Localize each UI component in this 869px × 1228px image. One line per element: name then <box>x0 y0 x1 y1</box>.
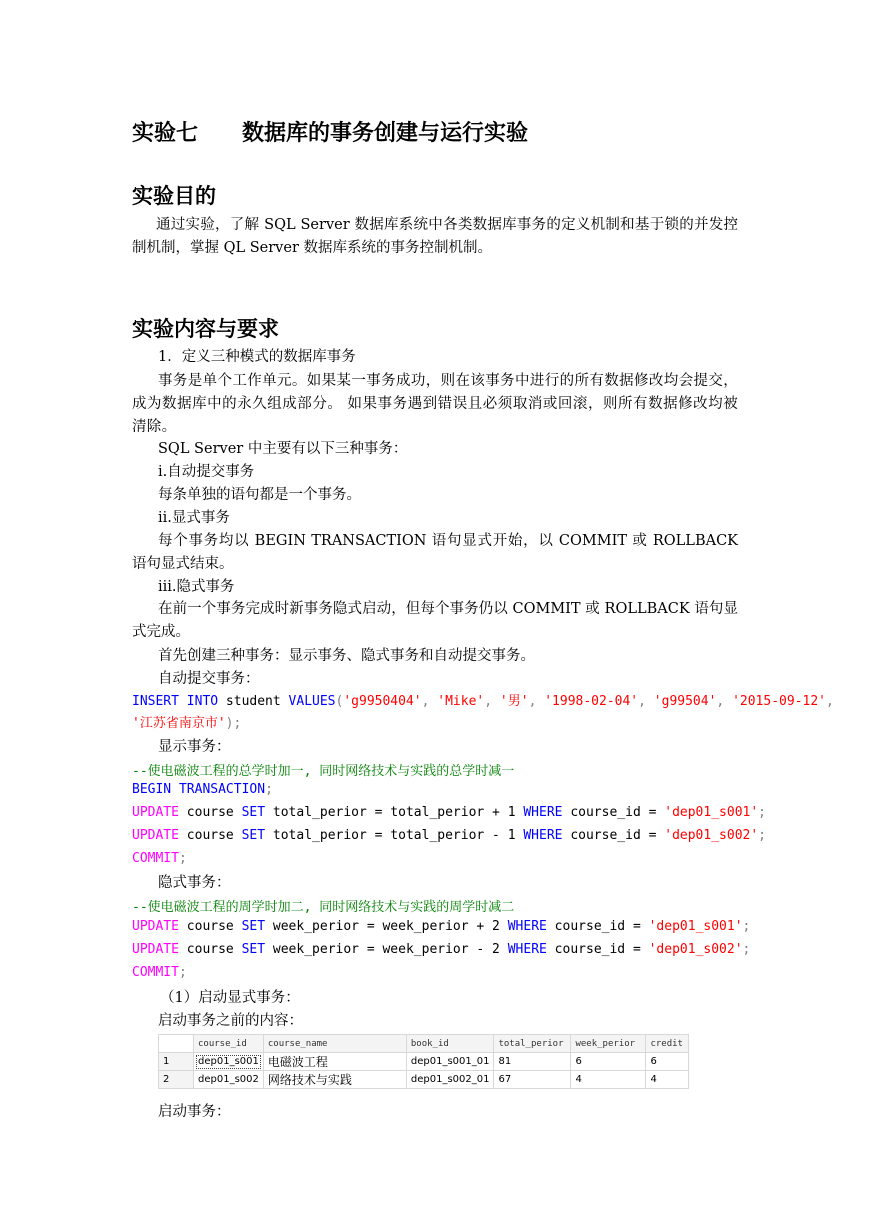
course-id-literal: 'dep01_s002' <box>648 942 743 957</box>
update-line-2 <box>132 828 766 843</box>
paren-close: ); <box>225 716 242 731</box>
insert-statement-line1 <box>132 691 834 713</box>
value-birth: '1998-02-04' <box>544 694 639 709</box>
create-intro: 首先创建三种事务：显示事务、隐式事务和自动提交事务。 <box>158 648 535 664</box>
comma: , <box>484 694 500 709</box>
assignment: total_perior = total_perior + 1 <box>265 805 524 820</box>
set-keyword: SET <box>241 805 266 820</box>
semicolon: ; <box>758 828 766 843</box>
type-1-desc: 每条单独的语句都是一个事务。 <box>158 487 361 503</box>
course-id-literal: 'dep01_s001' <box>664 805 759 820</box>
comma: , <box>716 694 733 709</box>
table-name: course <box>178 805 242 820</box>
assignment: week_perior = week_perior + 2 <box>265 919 508 934</box>
type-1-title: i.自动提交事务 <box>158 464 255 480</box>
type-3-desc: 在前一个事务完成时新事务隐式启动，但每个事务仍以 COMMIT 或 ROLLBACK 语句显式完成。 <box>132 601 738 640</box>
course-id-literal: 'dep01_s001' <box>648 919 743 934</box>
table-name: course <box>178 942 242 957</box>
table-row[interactable] <box>159 1071 689 1089</box>
column-header[interactable]: week_perior <box>571 1035 646 1053</box>
value-class: 'g99504' <box>653 694 717 709</box>
table-cell[interactable]: dep01_s002 <box>194 1071 264 1089</box>
table-row[interactable] <box>159 1053 689 1071</box>
value-name: 'Mike' <box>437 694 485 709</box>
table-cell[interactable]: dep01_s001 <box>194 1053 264 1071</box>
row-number-header <box>159 1035 194 1053</box>
paren: ( <box>335 694 344 709</box>
column-header[interactable]: credit <box>646 1035 689 1053</box>
condition: course_id = <box>562 805 665 820</box>
step-1-title: （1）启动显式事务： <box>160 990 300 1006</box>
table-cell[interactable]: dep01_s002_01 <box>406 1071 494 1089</box>
semicolon: ; <box>178 851 187 866</box>
where-keyword: WHERE <box>507 942 547 957</box>
comment-week-perior: --使电磁波工程的周学时加二, 同时网络技术与实践的周学时减二 <box>132 900 515 915</box>
purpose-paragraph: 通过实验，了解 SQL Server 数据库系统中各类数据库事务的定义机制和基于锁的并发控制机制，掌握 QL Server 数据库系统的事务控制机制。 <box>132 217 738 256</box>
condition: course_id = <box>546 942 649 957</box>
where-keyword: WHERE <box>523 828 563 843</box>
value-sno: 'g9950404' <box>343 694 422 709</box>
column-header[interactable]: course_name <box>263 1035 406 1053</box>
row-number[interactable]: 1 <box>159 1053 194 1071</box>
table-cell[interactable]: 4 <box>646 1071 689 1089</box>
comma: , <box>421 694 438 709</box>
semicolon: ; <box>742 942 751 957</box>
table-cell[interactable]: 电磁波工程 <box>263 1053 406 1071</box>
commit-keyword: COMMIT <box>132 965 179 980</box>
result-grid <box>158 1034 689 1089</box>
update-line-4 <box>132 942 750 957</box>
commit-line-2 <box>132 965 187 980</box>
transaction-definition-paragraph: 事务是单个工作单元。如果某一事务成功，则在该事务中进行的所有数据修改均会提交，成为数据库中的永久组成部分。 如果事务遇到错误且必须取消或回滚，则所有数据修改均被清除。 <box>132 373 738 435</box>
section-heading-purpose: 实验目的 <box>132 184 216 208</box>
comma: , <box>638 694 654 709</box>
where-keyword: WHERE <box>507 919 547 934</box>
set-keyword: SET <box>241 828 266 843</box>
value-sex: '男' <box>499 694 529 709</box>
three-types-intro: SQL Server 中主要有以下三种事务： <box>158 441 408 457</box>
table-name: course <box>178 828 242 843</box>
values-keyword: VALUES <box>288 694 336 709</box>
start-label: 启动事务： <box>158 1104 231 1120</box>
item-1-title: 1．定义三种模式的数据库事务 <box>158 349 356 365</box>
table-cell[interactable]: dep01_s001_01 <box>406 1053 494 1071</box>
insert-table: student <box>218 694 289 709</box>
type-3-title: iii.隐式事务 <box>158 579 235 595</box>
value-enroll: '2015-09-12' <box>732 694 826 709</box>
table-cell[interactable]: 67 <box>494 1071 571 1089</box>
column-header[interactable]: course_id <box>194 1035 264 1053</box>
semicolon: ; <box>742 919 751 934</box>
document-title: 实验七 数据库的事务创建与运行实验 <box>132 121 529 146</box>
column-header[interactable]: book_id <box>406 1035 494 1053</box>
type-2-title: ii.显式事务 <box>158 510 230 526</box>
condition: course_id = <box>546 919 649 934</box>
where-keyword: WHERE <box>523 805 563 820</box>
table-cell[interactable]: 81 <box>494 1053 571 1071</box>
set-keyword: SET <box>241 919 266 934</box>
value-address: '江苏省南京市' <box>132 716 226 731</box>
semicolon: ; <box>265 782 273 797</box>
assignment: total_perior = total_perior - 1 <box>265 828 524 843</box>
course-id-literal: 'dep01_s002' <box>664 828 759 843</box>
section-heading-content: 实验内容与要求 <box>132 317 279 341</box>
semicolon: ; <box>758 805 766 820</box>
commit-keyword: COMMIT <box>132 851 179 866</box>
insert-keyword: INSERT INTO <box>132 694 219 709</box>
table-cell[interactable]: 6 <box>646 1053 689 1071</box>
update-line-3 <box>132 919 750 934</box>
explicit-label: 显示事务： <box>158 739 231 755</box>
comment-total-perior: --使电磁波工程的总学时加一, 同时网络技术与实践的总学时减一 <box>132 764 515 779</box>
insert-statement-line2 <box>132 713 241 735</box>
comma: , <box>528 694 545 709</box>
column-header[interactable]: total_perior <box>494 1035 571 1053</box>
table-name: course <box>178 919 242 934</box>
update-keyword: UPDATE <box>132 942 179 957</box>
update-line-1 <box>132 805 766 820</box>
comma: , <box>826 694 834 709</box>
result-grid-header <box>159 1035 689 1053</box>
table-cell[interactable]: 4 <box>571 1071 646 1089</box>
auto-commit-label: 自动提交事务： <box>158 671 260 687</box>
table-cell[interactable]: 网络技术与实践 <box>263 1071 406 1089</box>
set-keyword: SET <box>241 942 266 957</box>
update-keyword: UPDATE <box>132 919 179 934</box>
begin-transaction-line <box>132 782 273 797</box>
update-keyword: UPDATE <box>132 805 179 820</box>
table-cell[interactable]: 6 <box>571 1053 646 1071</box>
type-2-desc: 每个事务均以 BEGIN TRANSACTION 语句显式开始，以 COMMIT 或 ROLLBACK 语句显式结束。 <box>132 533 738 572</box>
commit-line-1 <box>132 851 187 866</box>
semicolon: ; <box>178 965 187 980</box>
condition: course_id = <box>562 828 665 843</box>
begin-transaction-keyword: BEGIN TRANSACTION <box>132 782 266 797</box>
before-label: 启动事务之前的内容： <box>158 1013 303 1029</box>
assignment: week_perior = week_perior - 2 <box>265 942 508 957</box>
row-number[interactable]: 2 <box>159 1071 194 1089</box>
update-keyword: UPDATE <box>132 828 179 843</box>
implicit-label: 隐式事务： <box>158 875 231 891</box>
